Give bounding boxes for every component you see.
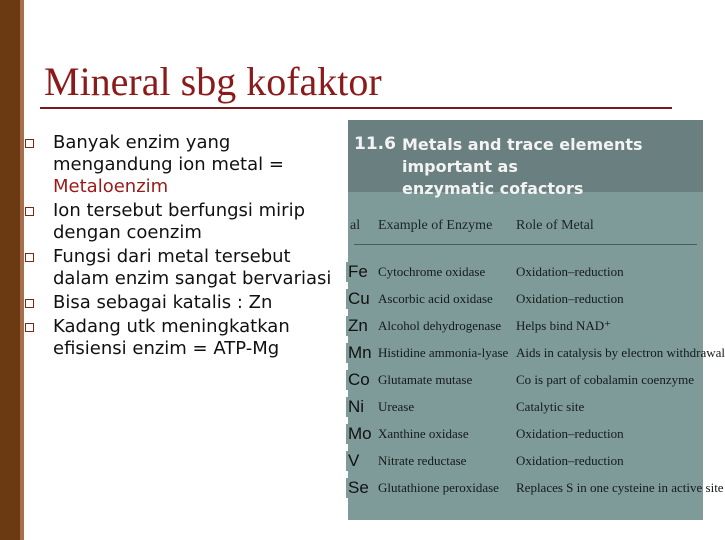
header-divider [354,244,697,245]
bullet-text: Ion tersebut berfungsi mirip dengan coenzim [53,200,305,243]
metal-role: Replaces S in one cysteine in active site [516,480,724,495]
enzyme-name: Histidine ammonia-lyase [378,345,509,360]
title-underline [40,107,672,109]
table-row [348,343,725,370]
square-bullet-icon [25,253,34,262]
slide-title: Mineral sbg kofaktor [44,59,382,104]
enzyme-name: Glutamate mutase [378,372,473,387]
metal-symbol: Co [348,370,370,389]
metal-symbol: Ni [348,397,365,416]
bullet-item [25,200,335,244]
metal-role: Oxidation–reduction [516,426,624,441]
metal-role: Oxidation–reduction [516,453,624,468]
cofactor-table-image [348,120,725,520]
bullet-item [25,246,335,290]
table-row [348,289,703,316]
left-accent-stripe [20,0,24,540]
bullet-item [25,292,335,314]
table-row [348,478,724,505]
col-header-enzyme: Example of Enzyme [378,218,493,233]
col-header-metal: al [350,218,361,233]
table-number: 11.6 [354,134,396,154]
metal-role: Aids in catalysis by electron withdrawal [516,345,725,360]
metal-role: Co is part of cobalamin coenzyme [516,372,694,387]
metal-symbol: Cu [348,289,370,308]
enzyme-name: Urease [378,399,415,414]
bullet-text: Fungsi dari metal tersebut dalam enzim sangat bervariasi [53,246,332,289]
metal-symbol: Mn [348,343,372,362]
metal-symbol: Zn [348,316,368,335]
enzyme-name: Xanthine oxidase [378,426,469,441]
table-row [348,424,703,451]
square-bullet-icon [25,323,34,332]
bullet-item [25,316,335,360]
metal-symbol: Se [348,478,369,497]
bullet-text: Bisa sebagai katalis : Zn [53,292,273,313]
table-row [348,262,703,289]
left-accent-bar [0,0,20,540]
metal-role: Oxidation–reduction [516,264,624,279]
metal-role: Oxidation–reduction [516,291,624,306]
bullet-item [25,132,335,198]
bullet-list [25,132,335,362]
table-row [348,316,703,343]
table-header [348,120,703,198]
enzyme-name: Alcohol dehydrogenase [378,318,502,333]
table-row [348,451,703,478]
table-title-line2: enzymatic cofactors [402,179,584,198]
enzyme-name: Ascorbic acid oxidase [378,291,493,306]
metal-role: Helps bind NAD⁺ [516,318,611,333]
metal-symbol: V [348,451,360,470]
enzyme-name: Cytochrome oxidase [378,264,486,279]
col-header-role: Role of Metal [516,218,594,233]
bullet-text: Banyak enzim yang mengandung ion metal = [53,132,284,175]
table-title-line1: Metals and trace elements important as [402,135,643,176]
metal-symbol: Mo [348,424,372,443]
table-row [348,397,703,424]
square-bullet-icon [25,299,34,308]
enzyme-name: Glutathione peroxidase [378,480,499,495]
metal-symbol: Fe [348,262,368,281]
table-title [402,134,703,200]
square-bullet-icon [25,207,34,216]
square-bullet-icon [25,139,34,148]
bullet-text: Kadang utk meningkatkan efisiensi enzim = ATP-Mg [53,316,290,359]
metal-role: Catalytic site [516,399,585,414]
table-row [348,370,703,397]
bullet-highlight: Metaloenzim [53,176,169,197]
enzyme-name: Nitrate reductase [378,453,467,468]
